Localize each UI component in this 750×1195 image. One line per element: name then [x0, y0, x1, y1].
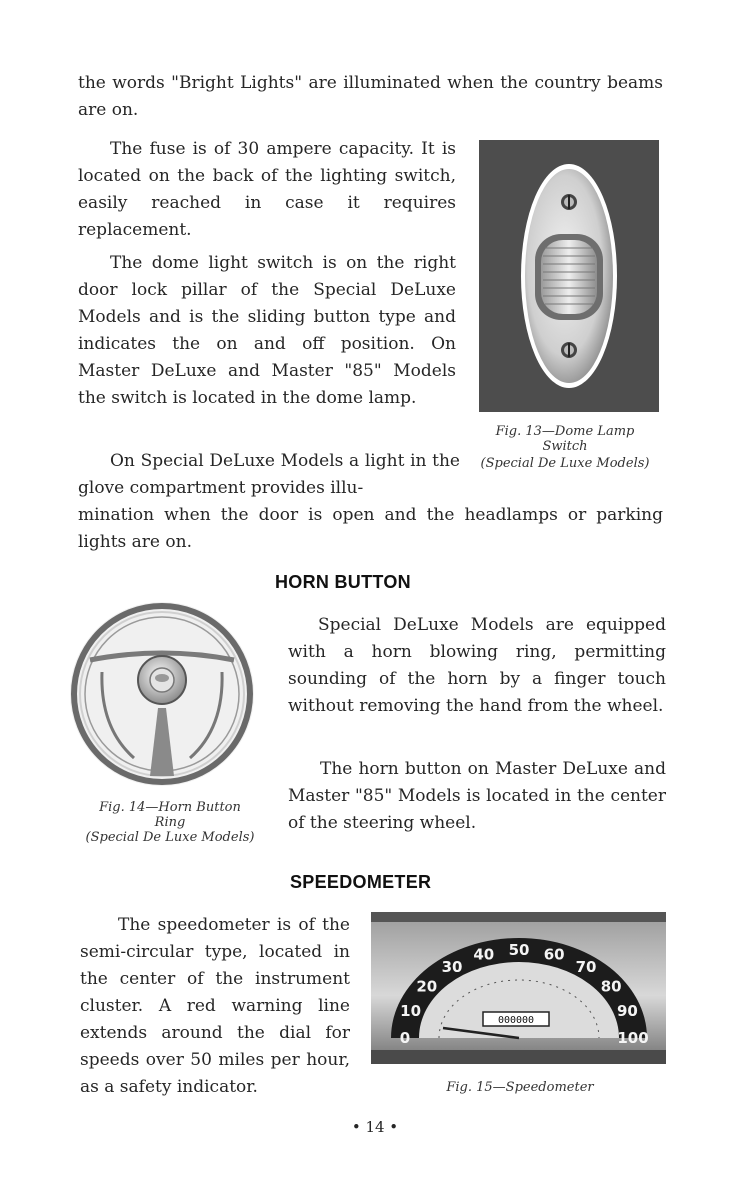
dial-number-0: 0	[399, 1029, 411, 1047]
fig14-caption-line2: Ring	[154, 815, 186, 830]
dial-number-70: 70	[575, 957, 597, 976]
paragraph-horn-button: The horn button on Master DeLuxe and Master "85" Models is located in the center of the steering wheel.	[288, 759, 666, 833]
dial-number-80: 80	[600, 977, 622, 996]
fig13-caption-line2: Switch	[542, 439, 588, 454]
fig15-caption: Fig. 15—Speedometer	[446, 1080, 594, 1095]
fig13-caption	[465, 424, 665, 471]
dial-number-30: 30	[441, 957, 463, 976]
odometer-readout: 000000	[497, 1015, 535, 1026]
paragraph-horn-ring: Special DeLuxe Models are equipped with a horn blowing ring, permitting sounding of the horn by a finger touch without removing the hand from the wheel.	[288, 615, 666, 716]
paragraph-speedometer: The speedometer is of the semi-circular type, located in the center of the instrument cluster. A red warning line extends around the dial for speeds over 50 miles per hour, as a safety indicator.	[80, 915, 350, 1097]
paragraph-glove-light-start: On Special DeLuxe Models a light in the glove compartment provides illu-	[78, 451, 460, 498]
heading-speedometer: SPEEDOMETER	[290, 872, 432, 892]
dial-number-10: 10	[400, 1001, 422, 1020]
paragraph-fuse: The fuse is of 30 ampere capacity. It is located on the back of the lighting switch, easily reached in case it requires replacement.	[78, 139, 456, 240]
speedometer-photo	[371, 912, 666, 1064]
fig13-caption-line1: Fig. 13—Dome Lamp	[495, 424, 635, 439]
fig14-caption-line3: (Special De Luxe Models)	[85, 830, 255, 845]
paragraph-bright-lights: the words "Bright Lights" are illuminated when the country beams are on.	[78, 73, 663, 120]
fig14-caption-line1: Fig. 14—Horn Button	[99, 800, 241, 815]
dial-number-60: 60	[543, 945, 565, 964]
dial-number-20: 20	[416, 977, 438, 996]
page-number: • 14 •	[351, 1118, 399, 1136]
fig14-caption	[70, 800, 270, 845]
dial-number-100: 100	[617, 1029, 649, 1047]
dial-number-90: 90	[616, 1001, 638, 1020]
fig13-caption-line3: (Special De Luxe Models)	[480, 456, 650, 471]
dial-number-40: 40	[473, 945, 495, 964]
dial-number-50: 50	[508, 941, 530, 959]
horn-ring-photo	[62, 598, 262, 790]
heading-horn-button: HORN BUTTON	[275, 572, 411, 592]
dome-lamp-switch-photo	[479, 140, 659, 412]
paragraph-glove-light-end: mination when the door is open and the headlamps or parking lights are on.	[78, 505, 663, 552]
paragraph-dome-light: The dome light switch is on the right door lock pillar of the Special DeLuxe Models and is the sliding button type and indicates the on and off position. On Master DeLuxe and Master "85" Models the switch is located in the dome lamp.	[78, 253, 456, 408]
